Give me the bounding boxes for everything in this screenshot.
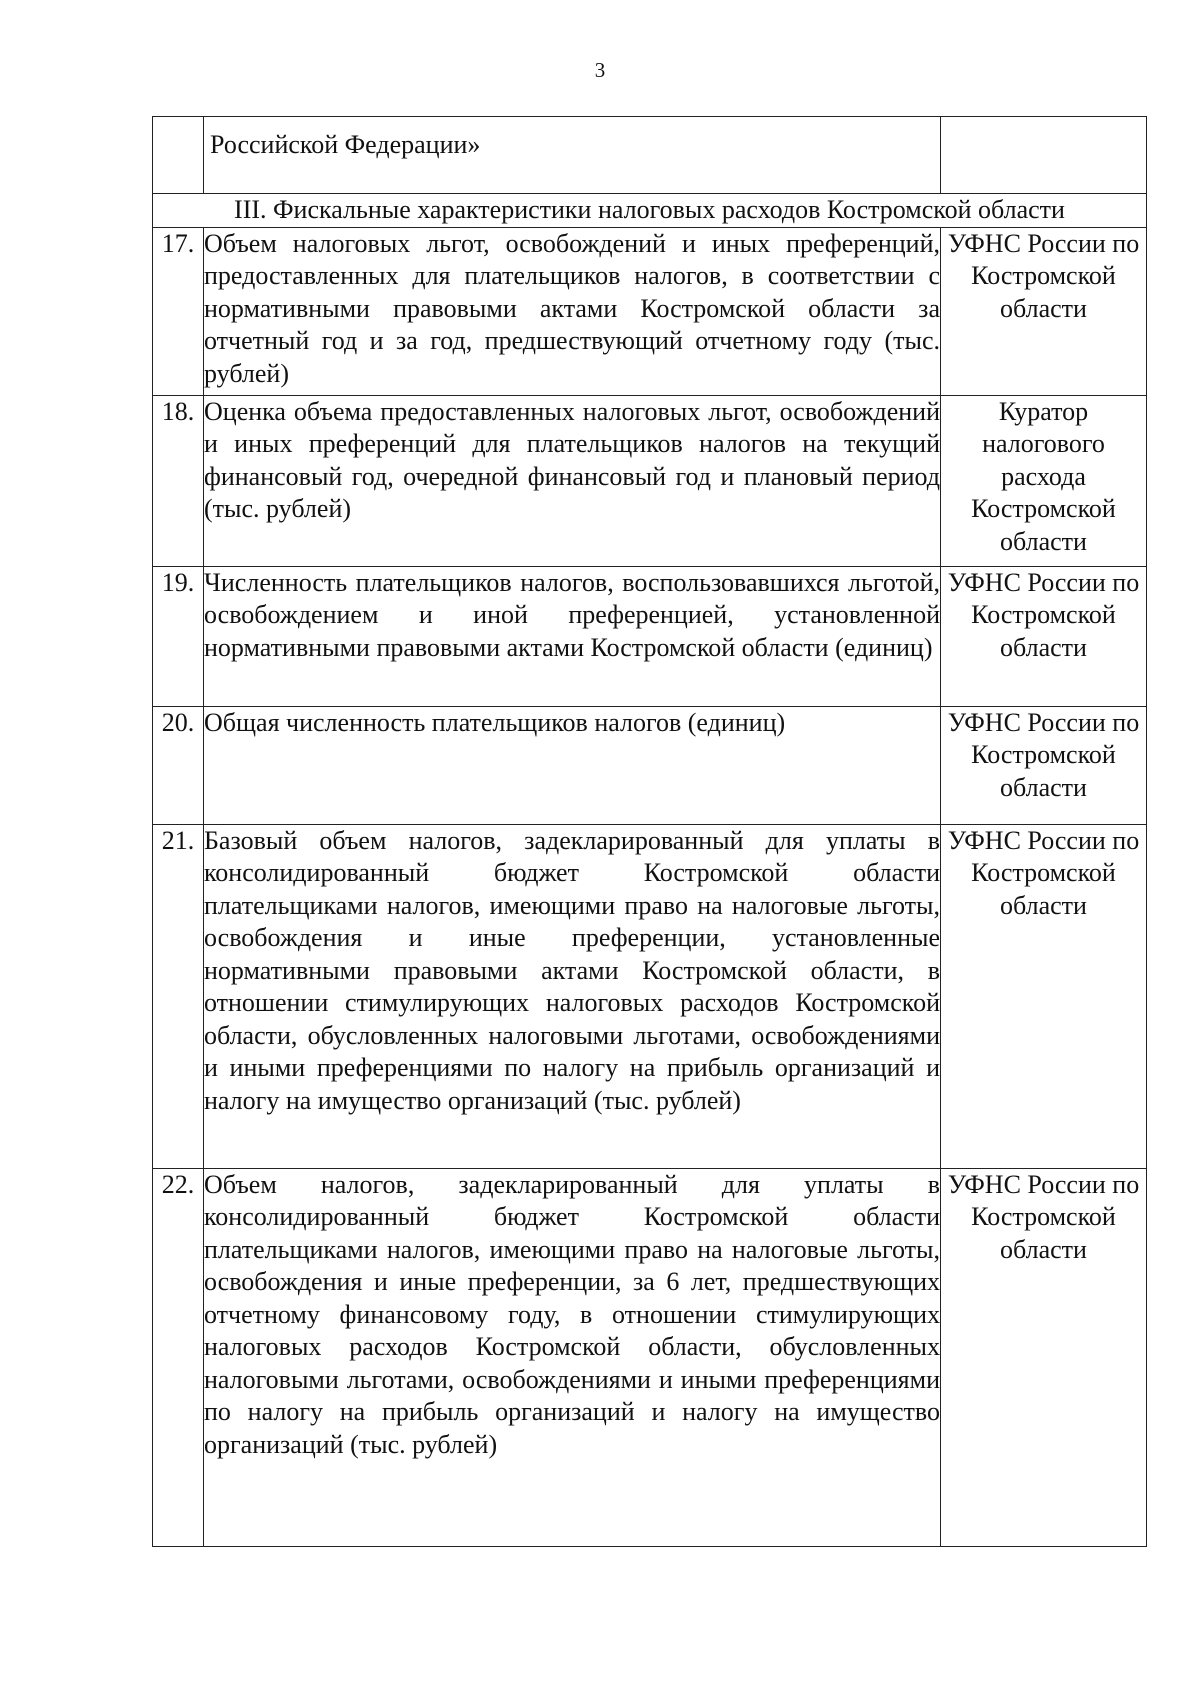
row-responsible: УФНС России по Костромской области	[941, 566, 1147, 706]
section-heading: III. Фискальные характеристики налоговых расходов Костромской области	[153, 194, 1147, 228]
row-number: 20.	[153, 706, 204, 824]
row-responsible: Куратор налогового расхода Костромской области	[941, 395, 1147, 566]
row-number: 22.	[153, 1168, 204, 1546]
table-row-continuation	[153, 117, 1147, 194]
row-description: Численность плательщиков налогов, воспользовавшихся льготой, освобождением и иной преференцией, установленной нормативными правовыми актами Костромской области (единиц)	[204, 566, 941, 706]
row-description: Российской Федерации»	[204, 117, 941, 194]
row-responsible: УФНС России по Костромской области	[941, 706, 1147, 824]
table-row	[153, 395, 1147, 566]
row-number: 21.	[153, 824, 204, 1168]
row-description: Базовый объем налогов, задекларированный для уплаты в консолидированный бюджет Костромской области плательщиками налогов, имеющими право на налоговые льготы, освобождения и иные преференции, установленные нормативными правовыми актами Костромской области, в отношении стимулирующих налоговых расходов Костромской области, обусловленных налоговыми льготами, освобождениями и иными преференциями по налогу на прибыль организаций и налогу на имущество организаций (тыс. рублей)	[204, 824, 941, 1168]
table-row	[153, 566, 1147, 706]
row-number: 17.	[153, 227, 204, 395]
indicators-table	[152, 116, 1147, 1547]
table-row	[153, 706, 1147, 824]
row-responsible: УФНС России по Костромской области	[941, 1168, 1147, 1546]
table-row	[153, 824, 1147, 1168]
row-description: Объем налоговых льгот, освобождений и иных преференций, предоставленных для плательщиков налогов, в соответствии с нормативными правовыми актами Костромской области за отчетный год и за год, предшествующий отчетному году (тыс. рублей)	[204, 227, 941, 395]
row-responsible: УФНС России по Костромской области	[941, 824, 1147, 1168]
row-number	[153, 117, 204, 194]
row-number: 19.	[153, 566, 204, 706]
row-description: Объем налогов, задекларированный для уплаты в консолидированный бюджет Костромской области плательщиками налогов, имеющими право на налоговые льготы, освобождения и иные преференции, за 6 лет, предшествующих отчетному финансовому году, в отношении стимулирующих налоговых расходов Костромской области, обусловленных налоговыми льготами, освобождениями и иными преференциями по налогу на прибыль организаций и налогу на имущество организаций (тыс. рублей)	[204, 1168, 941, 1546]
page-number: 3	[594, 58, 606, 82]
row-description: Оценка объема предоставленных налоговых льгот, освобождений и иных преференций для плательщиков налогов на текущий финансовый год, очередной финансовый год и плановый период (тыс. рублей)	[204, 395, 941, 566]
table-row	[153, 1168, 1147, 1546]
section-heading-row	[153, 194, 1147, 228]
row-responsible	[941, 117, 1147, 194]
row-responsible: УФНС России по Костромской области	[941, 227, 1147, 395]
row-description: Общая численность плательщиков налогов (единиц)	[204, 706, 941, 824]
table-row	[153, 227, 1147, 395]
row-number: 18.	[153, 395, 204, 566]
